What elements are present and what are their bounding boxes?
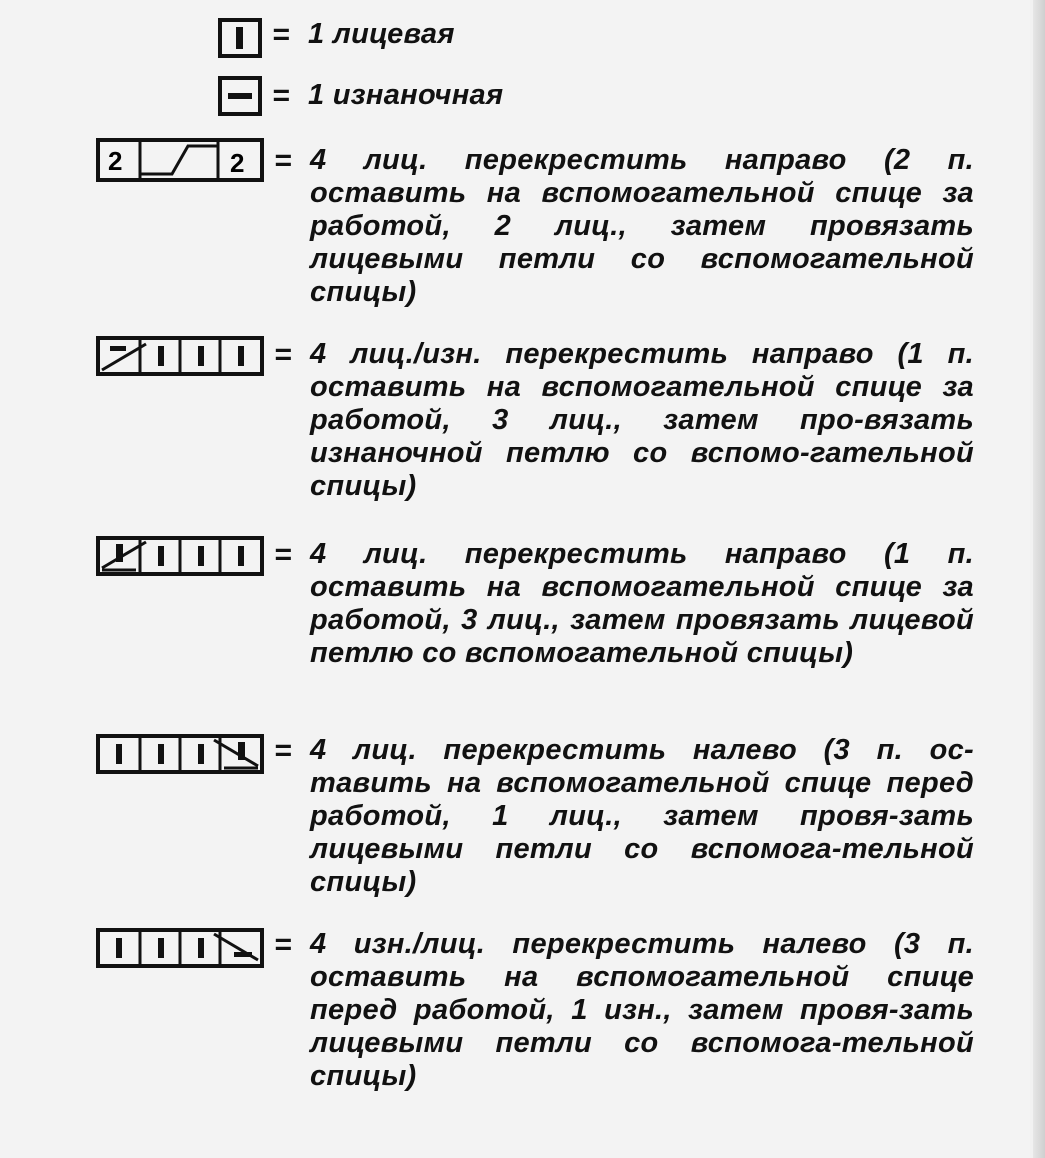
purl-stitch-symbol bbox=[218, 76, 262, 116]
legend-text: 4 лиц./изн. перекрестить направо (1 п. оставить на вспомогательной спице за работой, 3 лиц., затем про-вязать изнаночной петлю со вспомо-гательной спицы) bbox=[310, 338, 974, 502]
symbol-digit: 2 bbox=[108, 146, 123, 176]
equals-sign: = bbox=[274, 538, 292, 571]
legend-text: 4 лиц. перекрестить направо (2 п. оставить на вспомогательной спице за работой, 2 лиц., затем провязать лицевыми петли со вспомогательной спицы) bbox=[310, 144, 974, 308]
cable-1-3-right-symbol bbox=[96, 536, 264, 576]
legend-text: 1 изнаночная bbox=[308, 79, 504, 111]
equals-sign: = bbox=[274, 338, 292, 371]
equals-sign: = bbox=[274, 928, 292, 961]
cable-2-2-right-symbol bbox=[96, 138, 264, 182]
equals-sign: = bbox=[274, 144, 292, 177]
equals-sign: = bbox=[274, 734, 292, 767]
legend-text: 4 лиц. перекрестить налево (3 п. ос-тавить на вспомогательной спице перед работой, 1 лиц., затем провя-зать лицевыми петли со вспомога-тельной спицы) bbox=[310, 734, 974, 898]
scan-edge bbox=[1033, 0, 1045, 1158]
legend-text: 4 изн./лиц. перекрестить налево (3 п. оставить на вспомогательной спице перед работой, 1 изн., затем провя-зать лицевыми петли со вспомога-тельной спицы) bbox=[310, 928, 974, 1092]
cable-3-1-left-symbol bbox=[96, 734, 264, 774]
legend-text: 4 лиц. перекрестить направо (1 п. оставить на вспомогательной спице за работой, 3 лиц., затем провязать лицевой петлю со вспомогательной спицы) bbox=[310, 538, 974, 669]
knit-stitch-symbol bbox=[218, 18, 262, 58]
legend-text: 1 лицевая bbox=[308, 18, 455, 50]
cross-purl-knit-left-symbol bbox=[96, 928, 264, 968]
equals-sign: = bbox=[272, 18, 290, 51]
cross-knit-purl-right-symbol bbox=[96, 336, 264, 376]
equals-sign: = bbox=[272, 79, 290, 112]
symbol-digit: 2 bbox=[230, 148, 245, 178]
